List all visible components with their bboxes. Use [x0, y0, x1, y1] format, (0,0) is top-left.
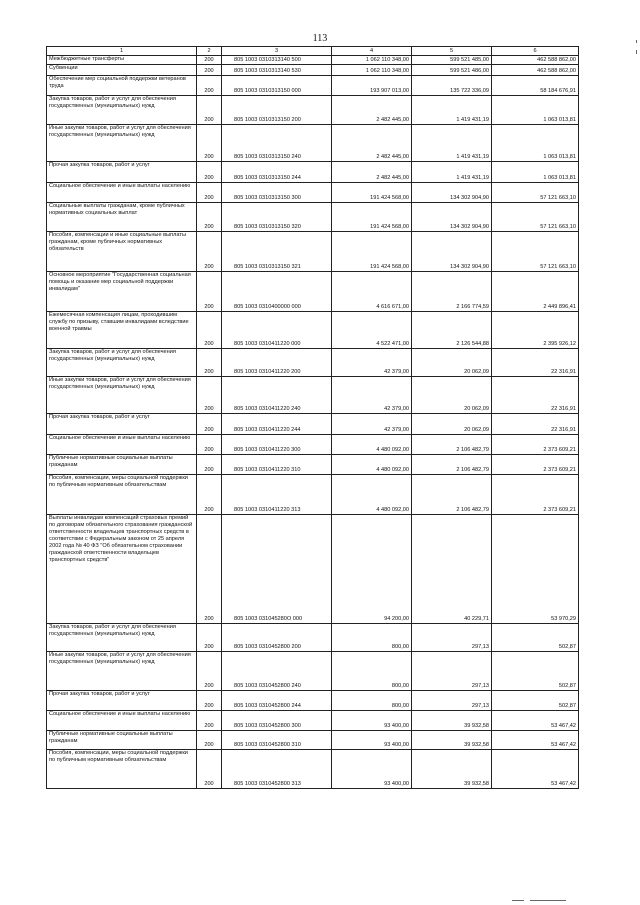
- table-row: [47, 162, 579, 183]
- row-unexecuted: 1 063 013,81: [492, 162, 579, 183]
- row-code: 805 1003 0310313140 530: [222, 65, 332, 76]
- row-approved: 4 480 092,00: [332, 475, 412, 515]
- row-approved: 93 400,00: [332, 731, 412, 750]
- scan-mark: [636, 50, 637, 54]
- table-row: [47, 624, 579, 652]
- row-name: Закупка товаров, работ и услуг для обеспечения государственных (муниципальных) нужд: [47, 624, 197, 652]
- row-group: 200: [197, 377, 222, 414]
- row-code: 805 1003 0310452800 240: [222, 652, 332, 691]
- table-row: [47, 183, 579, 203]
- table-row: [47, 76, 579, 96]
- table-row: [47, 711, 579, 731]
- row-code: 805 1003 0310313150 244: [222, 162, 332, 183]
- row-group: 200: [197, 125, 222, 162]
- row-executed: 2 106 482,79: [412, 455, 492, 475]
- row-name: Пособия, компенсации и иные социальные выплаты гражданам, кроме публичных нормативных обязательств: [47, 232, 197, 272]
- row-approved: 191 424 568,00: [332, 183, 412, 203]
- table-row: [47, 515, 579, 624]
- row-executed: 20 062,09: [412, 414, 492, 435]
- row-code: 805 1003 0310411220 300: [222, 435, 332, 455]
- row-unexecuted: 2 373 609,21: [492, 475, 579, 515]
- table-row: [47, 65, 579, 76]
- table-row: [47, 691, 579, 711]
- table-row: [47, 455, 579, 475]
- row-name: Социальное обеспечение и иные выплаты населению: [47, 183, 197, 203]
- row-executed: 297,13: [412, 652, 492, 691]
- row-group: 200: [197, 475, 222, 515]
- row-unexecuted: 1 063 013,81: [492, 96, 579, 125]
- column-header: 6: [492, 47, 579, 56]
- row-unexecuted: 57 121 663,10: [492, 232, 579, 272]
- row-executed: 297,13: [412, 691, 492, 711]
- table-row: [47, 377, 579, 414]
- row-executed: 2 166 774,59: [412, 272, 492, 312]
- row-approved: 93 400,00: [332, 750, 412, 789]
- row-unexecuted: 2 449 896,41: [492, 272, 579, 312]
- row-name: Иные закупки товаров, работ и услуг для обеспечения государственных (муниципальных) нужд: [47, 652, 197, 691]
- row-group: 200: [197, 711, 222, 731]
- table-row: [47, 232, 579, 272]
- row-name: Социальные выплаты гражданам, кроме публичных нормативных социальных выплат: [47, 203, 197, 232]
- row-name: Основное мероприятие "Государственная социальная помощь и оказание мер социальной поддержки инвалидам": [47, 272, 197, 312]
- row-code: 805 1003 0310452800 200: [222, 624, 332, 652]
- row-approved: 800,00: [332, 624, 412, 652]
- row-approved: 800,00: [332, 691, 412, 711]
- row-executed: 297,13: [412, 624, 492, 652]
- row-code: 805 1003 0310411220 310: [222, 455, 332, 475]
- row-unexecuted: 22 316,91: [492, 377, 579, 414]
- row-name: Закупка товаров, работ и услуг для обеспечения государственных (муниципальных) нужд: [47, 349, 197, 377]
- table-row: [47, 414, 579, 435]
- row-unexecuted: 502,87: [492, 691, 579, 711]
- table-row: [47, 312, 579, 349]
- row-unexecuted: 502,87: [492, 652, 579, 691]
- row-approved: 1 062 110 348,00: [332, 65, 412, 76]
- row-approved: 2 482 445,00: [332, 96, 412, 125]
- row-approved: 42 379,00: [332, 349, 412, 377]
- row-name: Прочая закупка товаров, работ и услуг: [47, 414, 197, 435]
- row-executed: 40 229,71: [412, 515, 492, 624]
- row-group: 200: [197, 349, 222, 377]
- page-number: 113: [312, 33, 328, 44]
- scan-mark: [636, 40, 637, 43]
- row-executed: 20 062,09: [412, 377, 492, 414]
- row-code: 805 1003 0310411220 000: [222, 312, 332, 349]
- row-code: 805 1003 0310313140 500: [222, 56, 332, 65]
- row-approved: 4 480 092,00: [332, 435, 412, 455]
- table-row: [47, 731, 579, 750]
- row-name: Публичные нормативные социальные выплаты гражданам: [47, 731, 197, 750]
- table-row: [47, 349, 579, 377]
- table-row: [47, 750, 579, 789]
- row-group: 200: [197, 750, 222, 789]
- row-unexecuted: 58 184 676,91: [492, 76, 579, 96]
- row-approved: 191 424 568,00: [332, 203, 412, 232]
- header-row: [47, 47, 579, 56]
- column-header: 4: [332, 47, 412, 56]
- row-code: 805 1003 0310313150 320: [222, 203, 332, 232]
- row-code: 805 1003 031045280О 000: [222, 515, 332, 624]
- row-unexecuted: 2 373 609,21: [492, 435, 579, 455]
- row-group: 200: [197, 691, 222, 711]
- row-unexecuted: 57 121 663,10: [492, 183, 579, 203]
- row-code: 805 1003 0310452800 313: [222, 750, 332, 789]
- row-group: 200: [197, 435, 222, 455]
- row-unexecuted: 2 373 609,21: [492, 455, 579, 475]
- scan-mark: [530, 900, 566, 901]
- table-row: [47, 203, 579, 232]
- row-name: Социальное обеспечение и иные выплаты населению: [47, 435, 197, 455]
- row-unexecuted: 53 467,42: [492, 750, 579, 789]
- row-code: 805 1003 0310313150 300: [222, 183, 332, 203]
- row-name: Межбюджетные трансферты: [47, 56, 197, 65]
- table-row: [47, 475, 579, 515]
- row-group: 200: [197, 312, 222, 349]
- row-unexecuted: 22 316,91: [492, 349, 579, 377]
- row-name: Закупка товаров, работ и услуг для обеспечения государственных (муниципальных) нужд: [47, 96, 197, 125]
- row-executed: 135 722 336,09: [412, 76, 492, 96]
- row-executed: 39 932,58: [412, 750, 492, 789]
- table-row: [47, 272, 579, 312]
- row-approved: 193 907 013,00: [332, 76, 412, 96]
- table-row: [47, 56, 579, 65]
- column-header: 5: [412, 47, 492, 56]
- table-row: [47, 652, 579, 691]
- row-executed: 39 932,58: [412, 731, 492, 750]
- row-unexecuted: 462 588 862,00: [492, 56, 579, 65]
- column-header: 1: [47, 47, 197, 56]
- row-name: Публичные нормативные социальные выплаты гражданам: [47, 455, 197, 475]
- row-name: Иные закупки товаров, работ и услуг для обеспечения государственных (муниципальных) нужд: [47, 377, 197, 414]
- row-code: 805 1003 0310313150 321: [222, 232, 332, 272]
- row-approved: 93 400,00: [332, 711, 412, 731]
- row-approved: 4 616 671,00: [332, 272, 412, 312]
- row-approved: 1 062 110 348,00: [332, 56, 412, 65]
- table-row: [47, 125, 579, 162]
- row-group: 200: [197, 56, 222, 65]
- row-code: 805 1003 0310313150 000: [222, 76, 332, 96]
- row-name: Ежемесячная компенсация лицам, проходившим службу по призыву, ставшим инвалидами вследствие военной травмы: [47, 312, 197, 349]
- row-executed: 599 521 485,00: [412, 56, 492, 65]
- row-name: Иные закупки товаров, работ и услуг для обеспечения государственных (муниципальных) нужд: [47, 125, 197, 162]
- row-executed: 599 521 486,00: [412, 65, 492, 76]
- row-unexecuted: 22 316,91: [492, 414, 579, 435]
- row-code: 805 1003 0310313150 200: [222, 96, 332, 125]
- row-group: 200: [197, 455, 222, 475]
- row-name: Обеспечение мер социальной поддержки ветеранов труда: [47, 76, 197, 96]
- row-unexecuted: 53 467,42: [492, 731, 579, 750]
- row-executed: 2 106 482,79: [412, 475, 492, 515]
- row-code: 805 1003 0310452800 310: [222, 731, 332, 750]
- row-group: 200: [197, 183, 222, 203]
- row-code: 805 1003 0310452800 300: [222, 711, 332, 731]
- row-group: 200: [197, 731, 222, 750]
- row-code: 805 1003 0310313150 240: [222, 125, 332, 162]
- row-code: 805 1003 0310400000 000: [222, 272, 332, 312]
- row-unexecuted: 57 121 663,10: [492, 203, 579, 232]
- row-code: 805 1003 0310452800 244: [222, 691, 332, 711]
- row-group: 200: [197, 624, 222, 652]
- row-name: Социальное обеспечение и иные выплаты населению: [47, 711, 197, 731]
- row-executed: 1 419 431,19: [412, 96, 492, 125]
- row-executed: 1 419 431,19: [412, 162, 492, 183]
- row-approved: 42 379,00: [332, 377, 412, 414]
- row-approved: 94 200,00: [332, 515, 412, 624]
- row-executed: 134 302 904,90: [412, 203, 492, 232]
- row-executed: 20 062,09: [412, 349, 492, 377]
- column-header: 3: [222, 47, 332, 56]
- budget-table: [46, 46, 579, 789]
- row-executed: 134 302 904,90: [412, 232, 492, 272]
- row-unexecuted: 502,87: [492, 624, 579, 652]
- row-name: Прочая закупка товаров, работ и услуг: [47, 691, 197, 711]
- row-group: 200: [197, 414, 222, 435]
- row-executed: 39 932,58: [412, 711, 492, 731]
- row-code: 805 1003 0310411220 240: [222, 377, 332, 414]
- row-code: 805 1003 0310411220 200: [222, 349, 332, 377]
- row-name: Прочая закупка товаров, работ и услуг: [47, 162, 197, 183]
- row-group: 200: [197, 515, 222, 624]
- row-group: 200: [197, 76, 222, 96]
- row-approved: 42 379,00: [332, 414, 412, 435]
- row-group: 200: [197, 96, 222, 125]
- table-row: [47, 96, 579, 125]
- row-unexecuted: 53 467,42: [492, 711, 579, 731]
- scan-mark: [512, 900, 524, 901]
- row-approved: 800,00: [332, 652, 412, 691]
- row-unexecuted: 1 063 013,81: [492, 125, 579, 162]
- row-unexecuted: 53 970,29: [492, 515, 579, 624]
- table-row: [47, 435, 579, 455]
- row-code: 805 1003 0310411220 313: [222, 475, 332, 515]
- row-group: 200: [197, 272, 222, 312]
- row-executed: 1 419 431,19: [412, 125, 492, 162]
- row-group: 200: [197, 162, 222, 183]
- row-name: Субвенции: [47, 65, 197, 76]
- row-executed: 2 126 544,88: [412, 312, 492, 349]
- row-approved: 2 482 445,00: [332, 162, 412, 183]
- row-approved: 4 480 092,00: [332, 455, 412, 475]
- row-name: Выплаты инвалидам компенсаций страховых премий по договорам обязательного страхования гражданской ответственности владельцев транспортных средств в соответствии с Федеральным законом от 25 апреля 2002 года № 40 ФЗ "Об обязательном страховании гражданской ответственности владельцев транспортных средств": [47, 515, 197, 624]
- row-executed: 2 106 482,79: [412, 435, 492, 455]
- row-approved: 191 424 568,00: [332, 232, 412, 272]
- row-name: Пособия, компенсации, меры социальной поддержки по публичным нормативным обязательствам: [47, 750, 197, 789]
- row-code: 805 1003 0310411220 244: [222, 414, 332, 435]
- row-group: 200: [197, 232, 222, 272]
- row-group: 200: [197, 652, 222, 691]
- row-executed: 134 302 904,90: [412, 183, 492, 203]
- row-group: 200: [197, 65, 222, 76]
- row-name: Пособия, компенсации, меры социальной поддержки по публичным нормативным обязательствам: [47, 475, 197, 515]
- row-unexecuted: 2 395 926,12: [492, 312, 579, 349]
- row-approved: 2 482 445,00: [332, 125, 412, 162]
- row-group: 200: [197, 203, 222, 232]
- row-approved: 4 522 471,00: [332, 312, 412, 349]
- column-header: 2: [197, 47, 222, 56]
- row-unexecuted: 462 588 862,00: [492, 65, 579, 76]
